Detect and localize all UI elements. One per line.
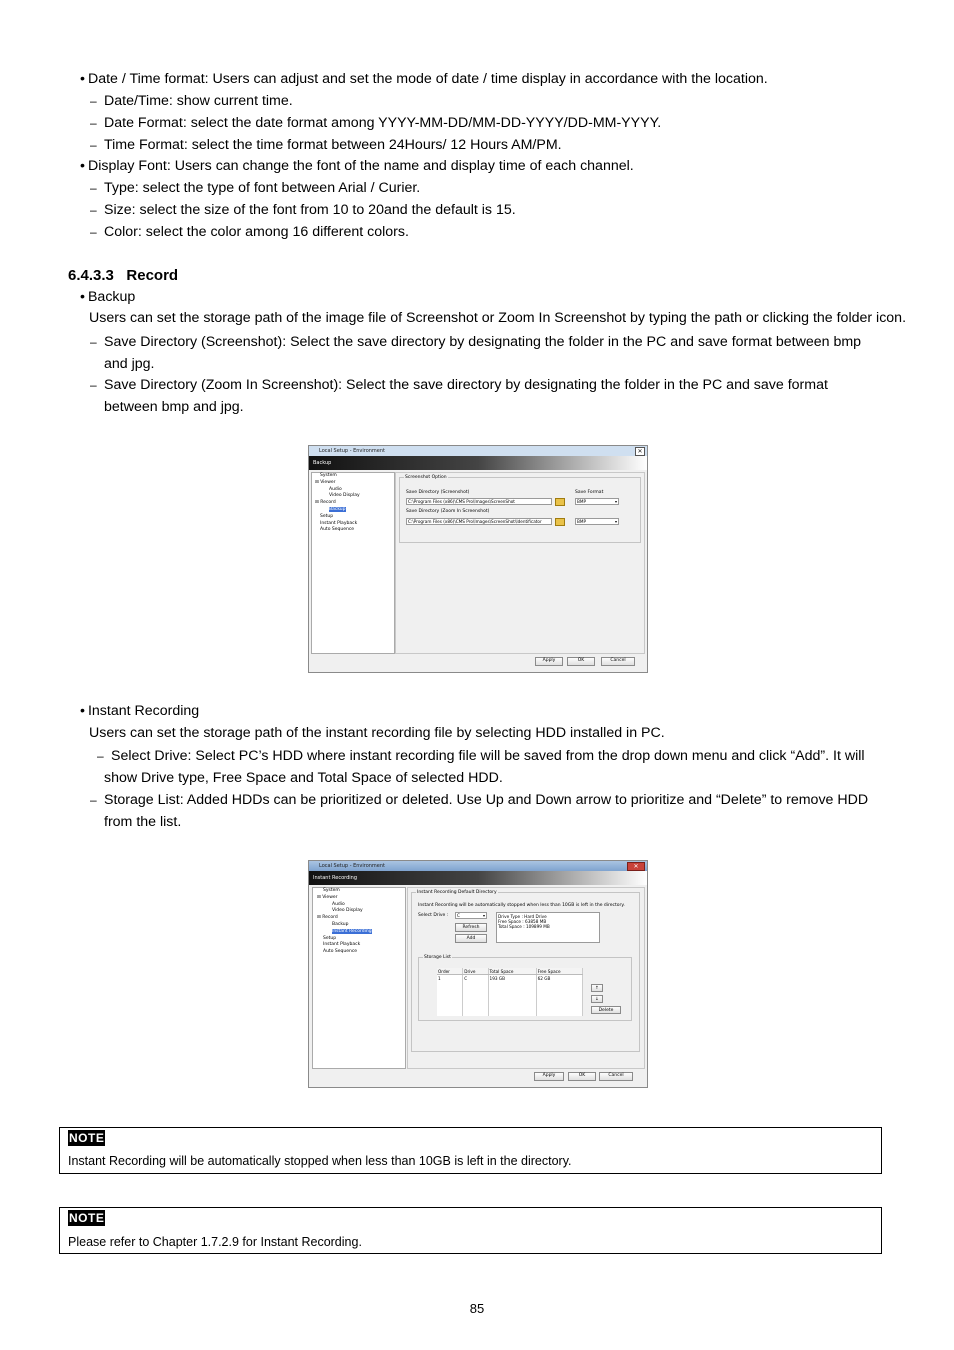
section-title: Record	[126, 267, 179, 284]
settings-tree	[312, 887, 406, 1069]
tree-item[interactable]: ⊟ Record	[317, 915, 338, 921]
page-number: 85	[469, 1301, 485, 1316]
save-format-label: Save Format	[575, 490, 604, 495]
table-header: Order Drive Total Space Free Space	[437, 968, 583, 975]
folder-icon[interactable]	[555, 498, 565, 506]
save-dir-label: Save Directory (Screenshot)	[406, 490, 470, 495]
tree-item[interactable]: Audio	[332, 901, 345, 907]
instant-item: – Select Drive: Select PC’s HDD where instant recording file will be saved from the drop down menu and click “Add”. It will show Drive type, Free Space and Total Space of selected HDD.	[104, 746, 882, 789]
backup-item: – Save Directory (Screenshot): Select the save directory by designating the folder in the PC and save format between bmp and jpg.	[104, 332, 882, 375]
instant-recording-screenshot	[308, 860, 648, 1088]
hint-text: Instant Recording will be automatically stopped when less than 10GB is left in the directory.	[418, 903, 625, 908]
instant-desc: Users can set the storage path of the instant recording file by selecting HDD installed in PC.	[89, 725, 665, 741]
backup-bullet: • Backup	[80, 288, 135, 306]
close-icon[interactable]: ✕	[627, 862, 645, 871]
datetime-item: – Date Format: select the date format among YYYY-MM-DD/MM-DD-YYYY/DD-MM-YYYY.	[104, 114, 661, 132]
zoom-dir-label: Save Directory (Zoom In Screenshot)	[406, 509, 490, 514]
tree-item[interactable]: Video Display	[329, 493, 360, 499]
table-row[interactable]: 1 C 193 GB 62 GB	[437, 975, 583, 982]
section-heading	[68, 267, 178, 284]
backup-screenshot	[308, 445, 648, 673]
storage-table	[437, 968, 583, 1016]
drive-info-box: Drive Type : Hard Drive Free Space : 63858 MB Total Space : 109899 MB	[496, 912, 600, 943]
up-arrow-button[interactable]: ↑	[591, 984, 603, 992]
select-drive-label: Select Drive :	[418, 913, 449, 918]
font-item: – Color: select the color among 16 different colors.	[104, 223, 409, 241]
note-badge: NOTE	[69, 1131, 105, 1145]
tree-item[interactable]: Instant Playback	[323, 942, 361, 948]
down-arrow-button[interactable]: ↓	[591, 995, 603, 1003]
section-number: 6.4.3.3	[68, 267, 114, 284]
note-box	[59, 1127, 882, 1174]
backup-item: – Save Directory (Zoom In Screenshot): Select the save directory by designating the folder in the PC and save format between bmp and jpg.	[104, 375, 844, 418]
page-band: Instant Recording	[309, 871, 647, 885]
tree-item[interactable]: Auto Sequence	[323, 949, 358, 955]
settings-pane	[407, 887, 645, 1069]
tree-item[interactable]: Setup	[323, 935, 337, 941]
settings-tree	[311, 472, 395, 654]
storage-list-group: Storage List Order Drive Total Space Free Space 1 C 193 GB 62 GB ↑ ↓ Delete	[418, 957, 632, 1021]
cancel-button[interactable]: Cancel	[599, 1072, 633, 1081]
screenshot-option-group: Screenshot Option Save Directory (Screenshot) Save Format C:\Program Files (x86)\CMS Pro\Images\ScreenShot BMP ▾ Save Directory (Zoom In Screenshot) C:\Program Files (x86)\CMS Pro\Images\ScreenShot\Identificator BMP ▾	[399, 477, 641, 543]
font-item: – Type: select the type of font between Arial / Curier.	[104, 179, 420, 197]
font-bullet: • Display Font: Users can change the font of the name and display time of each channel.	[80, 157, 634, 175]
note-box	[59, 1207, 882, 1254]
backup-desc: Users can set the storage path of the image file of Screenshot or Zoom In Screenshot by typing the path or clicking the folder icon.	[89, 310, 907, 326]
tree-item[interactable]: ⊟ Record	[315, 500, 336, 506]
delete-button[interactable]: Delete	[591, 1006, 621, 1014]
close-icon[interactable]: ✕	[635, 447, 645, 456]
tree-item-selected[interactable]: Instant Recording	[332, 928, 372, 934]
datetime-item: – Time Format: select the time format between 24Hours/ 12 Hours AM/PM.	[104, 136, 562, 154]
ok-button[interactable]: OK	[567, 657, 595, 666]
save-format-select[interactable]: BMP ▾	[575, 498, 619, 505]
cancel-button[interactable]: Cancel	[601, 657, 635, 666]
tree-item[interactable]: Video Display	[332, 908, 363, 914]
tree-item-selected[interactable]: Backup	[329, 506, 346, 512]
datetime-bullet: • Date / Time format: Users can adjust and set the mode of date / time display in accordance with the location.	[80, 70, 768, 88]
tree-item[interactable]: Backup	[332, 921, 349, 927]
note-badge: NOTE	[69, 1211, 105, 1225]
tree-item[interactable]: Audio	[329, 486, 342, 492]
tree-item[interactable]: Setup	[320, 513, 334, 519]
font-item: – Size: select the size of the font from 10 to 20and the default is 15.	[104, 201, 516, 219]
settings-pane	[395, 472, 645, 654]
drive-select[interactable]: C ▾	[455, 912, 487, 919]
tree-item[interactable]: System	[323, 888, 340, 893]
instant-item: – Storage List: Added HDDs can be prioritized or deleted. Use Up and Down arrow to prioritize and “Delete” to remove HDD from the list.	[104, 790, 882, 833]
folder-icon[interactable]	[555, 518, 565, 526]
tree-item[interactable]: Instant Playback	[320, 520, 358, 526]
apply-button[interactable]: Apply	[535, 657, 563, 666]
tree-item[interactable]: ⊟ Viewer	[315, 479, 336, 485]
tree-item[interactable]: System	[320, 473, 337, 478]
instant-bullet: • Instant Recording	[80, 702, 199, 720]
ok-button[interactable]: OK	[568, 1072, 596, 1081]
window-titlebar: Local Setup - Environment ✕	[309, 861, 647, 871]
add-button[interactable]: Add	[455, 934, 487, 943]
datetime-item: – Date/Time: show current time.	[104, 92, 293, 110]
note-text: Please refer to Chapter 1.7.2.9 for Instant Recording.	[68, 1235, 362, 1249]
zoom-dir-input[interactable]: C:\Program Files (x86)\CMS Pro\Images\ScreenShot\Identificator	[406, 518, 552, 525]
refresh-button[interactable]: Refresh	[455, 923, 487, 932]
tree-item[interactable]: ⊟ Viewer	[317, 894, 338, 900]
note-text: Instant Recording will be automatically stopped when less than 10GB is left in the directory.	[68, 1154, 572, 1168]
zoom-format-select[interactable]: BMP ▾	[575, 518, 619, 525]
page-band: Backup	[309, 456, 647, 470]
apply-button[interactable]: Apply	[534, 1072, 564, 1081]
save-dir-input[interactable]: C:\Program Files (x86)\CMS Pro\Images\ScreenShot	[406, 498, 552, 505]
default-directory-group: Instant Recording Default Directory Instant Recording will be automatically stopped when less than 10GB is left in the directory. Select Drive : C ▾ Refresh Add Drive Type : Hard Drive Free Space : 63858 MB Total Space : 109899 MB Storage List Order Drive Total Space Free Space 1 C 193 GB 62 GB ↑ ↓ Delete	[411, 892, 640, 1052]
tree-item[interactable]: Auto Sequence	[320, 527, 355, 533]
window-titlebar: Local Setup - Environment ✕	[309, 446, 647, 456]
